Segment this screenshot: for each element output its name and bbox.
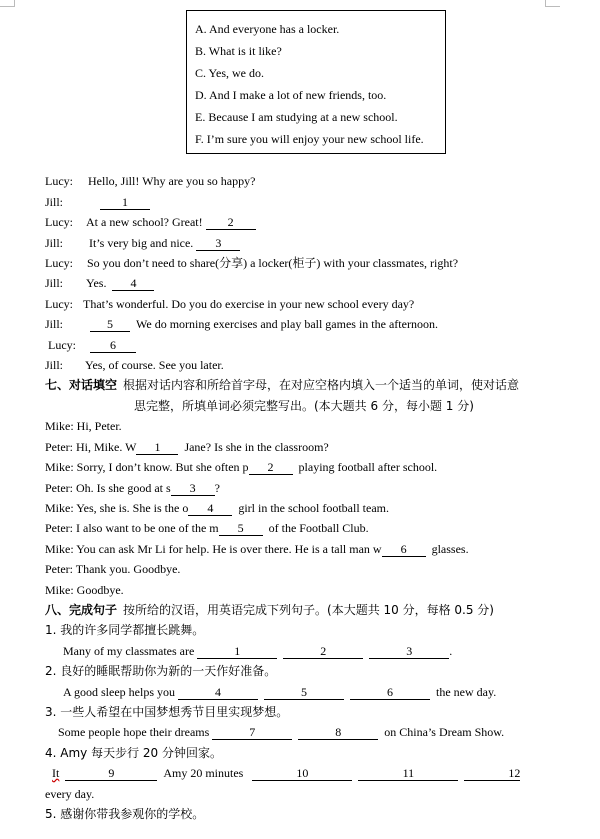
sentence-text: the new day. [436, 685, 497, 699]
answer-blank-3[interactable]: 3 [171, 481, 215, 496]
q1-sentence [63, 643, 452, 659]
dialogue1-line-5 [45, 255, 458, 271]
answer-blank-6[interactable]: 6 [350, 685, 430, 700]
utterance: Yes, of course. See you later. [85, 358, 224, 372]
page-corner-mark-left [0, 0, 15, 7]
speaker: Lucy: [48, 338, 76, 352]
dialogue2-line-8: Peter: Thank you. Goodbye. [45, 562, 181, 576]
q5-chinese: 5. 感谢你带我参观你的学校。 [45, 807, 205, 821]
answer-blank-8[interactable]: 8 [298, 725, 378, 740]
dialogue1-line-10 [45, 357, 224, 373]
speaker: Lucy: [45, 215, 73, 229]
utterance: Peter: Hi, Mike. W [45, 440, 137, 454]
answer-blank-2[interactable]: 2 [283, 644, 363, 659]
dialogue1-line-9 [48, 337, 136, 353]
answer-blank-6[interactable]: 6 [382, 542, 426, 557]
section7-heading [45, 377, 519, 393]
sentence-text: Many of my classmates are [63, 644, 195, 658]
dialogue1-line-1 [45, 173, 255, 189]
utterance: Hello, Jill! Why are you so happy? [88, 174, 256, 188]
section7-instructions-line1: 根据对话内容和所给首字母，在对应空格内填入一个适当的单词，使对话意 [123, 378, 520, 392]
option-b: B. What is it like? [195, 44, 282, 58]
dialogue1-line-6 [45, 275, 154, 291]
q3-sentence [58, 724, 504, 740]
dialogue1-line-3 [45, 214, 256, 230]
utterance: ? [214, 481, 220, 495]
utterance: Jane? Is she in the classroom? [184, 440, 329, 454]
speaker: Jill: [45, 276, 64, 290]
answer-blank-1[interactable]: 1 [197, 644, 277, 659]
option-f: F. I’m sure you will enjoy your new school life. [195, 132, 424, 146]
answer-blank-2[interactable]: 2 [206, 215, 256, 230]
speaker: Lucy: [45, 256, 73, 270]
answer-blank-5[interactable]: 5 [264, 685, 344, 700]
dialogue1-line-4 [45, 235, 240, 251]
utterance: Peter: Oh. Is she good at s [45, 481, 171, 495]
dialogue2-line-1: Mike: Hi, Peter. [45, 419, 122, 433]
answer-blank-5[interactable]: 5 [90, 317, 130, 332]
sentence-text: Amy 20 minutes [163, 766, 244, 780]
section8-title: 八、完成句子 [45, 603, 118, 617]
answer-blank-11[interactable]: 11 [358, 766, 458, 781]
answer-blank-12[interactable]: 12 [464, 766, 520, 781]
answer-blank-2[interactable]: 2 [249, 460, 293, 475]
speaker: Jill: [45, 358, 64, 372]
speaker: Lucy: [45, 174, 73, 188]
answer-blank-3[interactable]: 3 [369, 644, 449, 659]
dialogue2-line-9: Mike: Goodbye. [45, 583, 124, 597]
option-e: E. Because I am studying at a new school. [195, 110, 398, 124]
answer-blank-4[interactable]: 4 [188, 501, 232, 516]
answer-blank-6[interactable]: 6 [90, 338, 136, 353]
sentence-text: . [449, 644, 453, 658]
answer-blank-3[interactable]: 3 [196, 236, 240, 251]
utterance: girl in the school football team. [238, 501, 389, 515]
q4-sentence [52, 765, 520, 781]
dialogue2-line-3 [45, 459, 437, 475]
dialogue1-line-2 [45, 194, 150, 210]
speaker: Jill: [45, 236, 64, 250]
utterance: It’s very big and nice. [89, 236, 194, 250]
dialogue2-line-4 [45, 480, 220, 496]
dialogue2-line-6 [45, 520, 369, 536]
utterance: Yes. [86, 276, 107, 290]
q1-chinese: 1. 我的许多同学都擅长跳舞。 [45, 623, 205, 637]
utterance: Mike: You can ask Mr Li for help. He is over there. He is a tall man w [45, 542, 382, 556]
answer-blank-10[interactable]: 10 [252, 766, 352, 781]
speaker: Jill: [45, 195, 64, 209]
options-box [186, 10, 446, 154]
sentence-text: A good sleep helps you [63, 685, 175, 699]
q2-sentence [63, 684, 496, 700]
sentence-text: It [52, 766, 60, 780]
utterance: Mike: Sorry, I don’t know. But she often p [45, 460, 249, 474]
answer-blank-4[interactable]: 4 [112, 276, 154, 291]
section8-heading [45, 602, 494, 618]
section7-instructions-line2: 思完整，所填单词必须完整写出。(本大题共 6 分，每小题 1 分) [134, 399, 474, 413]
utterance: We do morning exercises and play ball games in the afternoon. [136, 317, 438, 331]
q3-chinese: 3. 一些人希望在中国梦想秀节目里实现梦想。 [45, 705, 289, 719]
sentence-text: Some people hope their dreams [58, 725, 210, 739]
dialogue2-line-7 [45, 541, 469, 557]
option-d: D. And I make a lot of new friends, too. [195, 88, 387, 102]
dialogue2-line-5 [45, 500, 389, 516]
q4-sentence-continued: every day. [45, 787, 95, 801]
sentence-text: on China’s Dream Show. [384, 725, 505, 739]
option-c: C. Yes, we do. [195, 66, 265, 80]
utterance: So you don’t need to share(分享) a locker(柜子) with your classmates, right? [87, 256, 459, 270]
section8-instructions: 按所给的汉语，用英语完成下列句子。(本大题共 10 分，每格 0.5 分) [123, 603, 494, 617]
answer-blank-1[interactable]: 1 [100, 195, 150, 210]
answer-blank-7[interactable]: 7 [212, 725, 292, 740]
q2-chinese: 2. 良好的睡眠帮助你为新的一天作好准备。 [45, 664, 277, 678]
utterance: playing football after school. [298, 460, 438, 474]
page-corner-mark-right [545, 0, 560, 7]
section7-title: 七、对话填空 [45, 378, 118, 392]
dialogue1-line-8 [45, 316, 438, 332]
dialogue1-line-7 [45, 296, 414, 312]
utterance: Mike: Yes, she is. She is the o [45, 501, 189, 515]
speaker: Jill: [45, 317, 64, 331]
option-a: A. And everyone has a locker. [195, 22, 340, 36]
answer-blank-1[interactable]: 1 [136, 440, 178, 455]
utterance: At a new school? Great! [86, 215, 203, 229]
answer-blank-4[interactable]: 4 [178, 685, 258, 700]
utterance: glasses. [431, 542, 469, 556]
utterance: of the Football Club. [268, 521, 369, 535]
answer-blank-9[interactable]: 9 [65, 766, 157, 781]
answer-blank-5[interactable]: 5 [219, 521, 263, 536]
utterance: Peter: I also want to be one of the m [45, 521, 219, 535]
dialogue2-line-2 [45, 439, 329, 455]
speaker: Lucy: [45, 297, 73, 311]
q4-chinese: 4. Amy 每天步行 20 分钟回家。 [45, 746, 222, 760]
utterance: That’s wonderful. Do you do exercise in your new school every day? [83, 297, 415, 311]
